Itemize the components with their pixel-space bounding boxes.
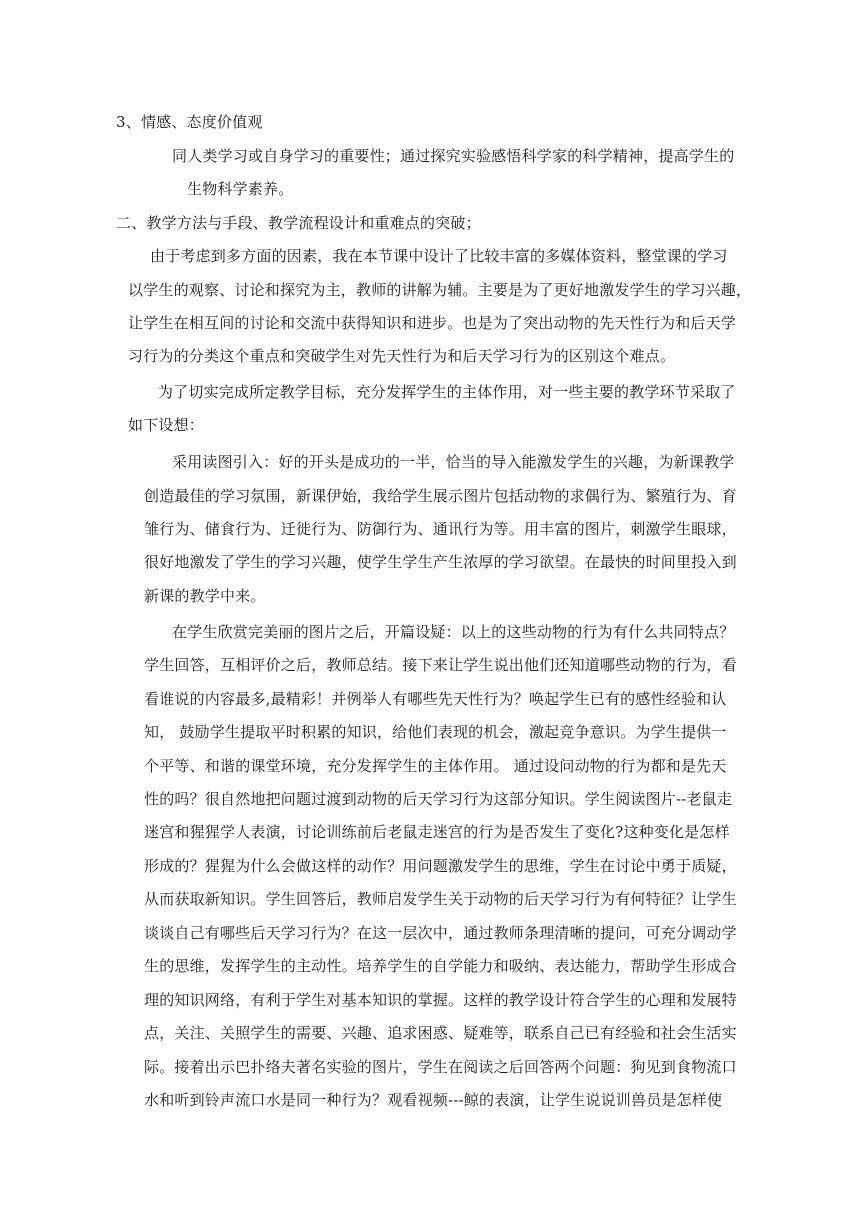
- paragraph-line: 新课的教学中来。: [144, 587, 266, 605]
- paragraph-line: 水和听到铃声流口水是同一种行为？观看视频---鲸的表演，让学生说说训兽员是怎样使: [144, 1091, 723, 1109]
- section3-para-line: 同人类学习或自身学习的重要性；通过探究实验感悟科学家的科学精神，提高学生的: [172, 147, 735, 165]
- paragraph-line: 形成的？猩猩为什么会做这样的动作？用问题激发学生的思维，学生在讨论中勇于质疑，: [144, 857, 737, 875]
- section3-para-line: 生物科学素养。: [187, 180, 294, 198]
- paragraph-line: 性的吗？很自然地把问题过渡到动物的后天学习行为这部分知识。学生阅读图片--老鼠走: [144, 790, 733, 808]
- paragraph-line: 知， 鼓励学生提取平时积累的知识，给他们表现的机会，激起竞争意识。为学生提供一: [144, 723, 727, 741]
- paragraph-line: 习行为的分类这个重点和突破学生对先天性行为和后天学习行为的区别这个难点。: [128, 347, 676, 365]
- paragraph-line: 学生回答，互相评价之后，教师总结。接下来让学生说出他们还知道哪些动物的行为，看: [144, 656, 737, 674]
- paragraph-line: 理的知识网络，有利于学生对基本知识的掌握。这样的教学设计符合学生的心理和发展特: [144, 991, 737, 1009]
- paragraph-line: 以学生的观察、讨论和探究为主，教师的讲解为辅。主要是为了更好地激发学生的学习兴趣，: [128, 281, 752, 299]
- paragraph-line: 为了切实完成所定教学目标，充分发挥学生的主体作用，对一些主要的教学环节采取了: [158, 383, 736, 401]
- paragraph-line: 创造最佳的学习氛围，新课伊始，我给学生展示图片包括动物的求偶行为、繁殖行为、育: [144, 487, 737, 505]
- paragraph-line: 谈谈自己有哪些后天学习行为？在这一层次中，通过教师条理清晰的提问，可充分调动学: [144, 924, 737, 942]
- paragraph-line: 由于考虑到多方面的因素，我在本节课中设计了比较丰富的多媒体资料，整堂课的学习: [150, 247, 728, 265]
- paragraph-line: 雏行为、储食行为、迁徙行为、防御行为、通讯行为等。用丰富的图片，刺激学生眼球，: [144, 520, 737, 538]
- paragraph-line: 采用读图引入：好的开头是成功的一半，恰当的导入能激发学生的兴趣，为新课教学: [172, 453, 735, 471]
- section3-heading: 3、情感、态度价值观: [116, 113, 263, 131]
- paragraph-line: 让学生在相互间的讨论和交流中获得知识和进步。也是为了突出动物的先天性行为和后天学: [128, 314, 737, 332]
- paragraph-line: 如下设想：: [128, 416, 205, 434]
- paragraph-line: 在学生欣赏完美丽的图片之后，开篇设疑：以上的这些动物的行为有什么共同特点？: [172, 623, 735, 641]
- section2-heading: 二、教学方法与手段、教学流程设计和重难点的突破；: [116, 214, 481, 232]
- paragraph-line: 个平等、和谐的课堂环境，充分发挥学生的主体作用。 通过设问动物的行为都和是先天: [144, 757, 727, 775]
- paragraph-line: 迷宫和猩猩学人表演，讨论训练前后老鼠走迷宫的行为是否发生了变化?这种变化是怎样: [144, 823, 730, 841]
- paragraph-line: 从而获取新知识。学生回答后，教师启发学生关于动物的后天学习行为有何特征？让学生: [144, 890, 737, 908]
- paragraph-line: 看谁说的内容最多,最精彩！并例举人有哪些先天性行为？唤起学生已有的感性经验和认: [144, 690, 727, 708]
- paragraph-line: 点，关注、关照学生的需要、兴趣、追求困惑、疑难等，联系自己已有经验和社会生活实: [144, 1024, 737, 1042]
- paragraph-line: 生的思维，发挥学生的主动性。培养学生的自学能力和吸纳、表达能力，帮助学生形成合: [144, 957, 737, 975]
- paragraph-line: 际。接着出示巴扑络夫著名实验的图片，学生在阅读之后回答两个问题：狗见到食物流口: [144, 1058, 737, 1076]
- paragraph-line: 很好地激发了学生的学习兴趣，使学生学生产生浓厚的学习欲望。在最快的时间里投入到: [144, 553, 737, 571]
